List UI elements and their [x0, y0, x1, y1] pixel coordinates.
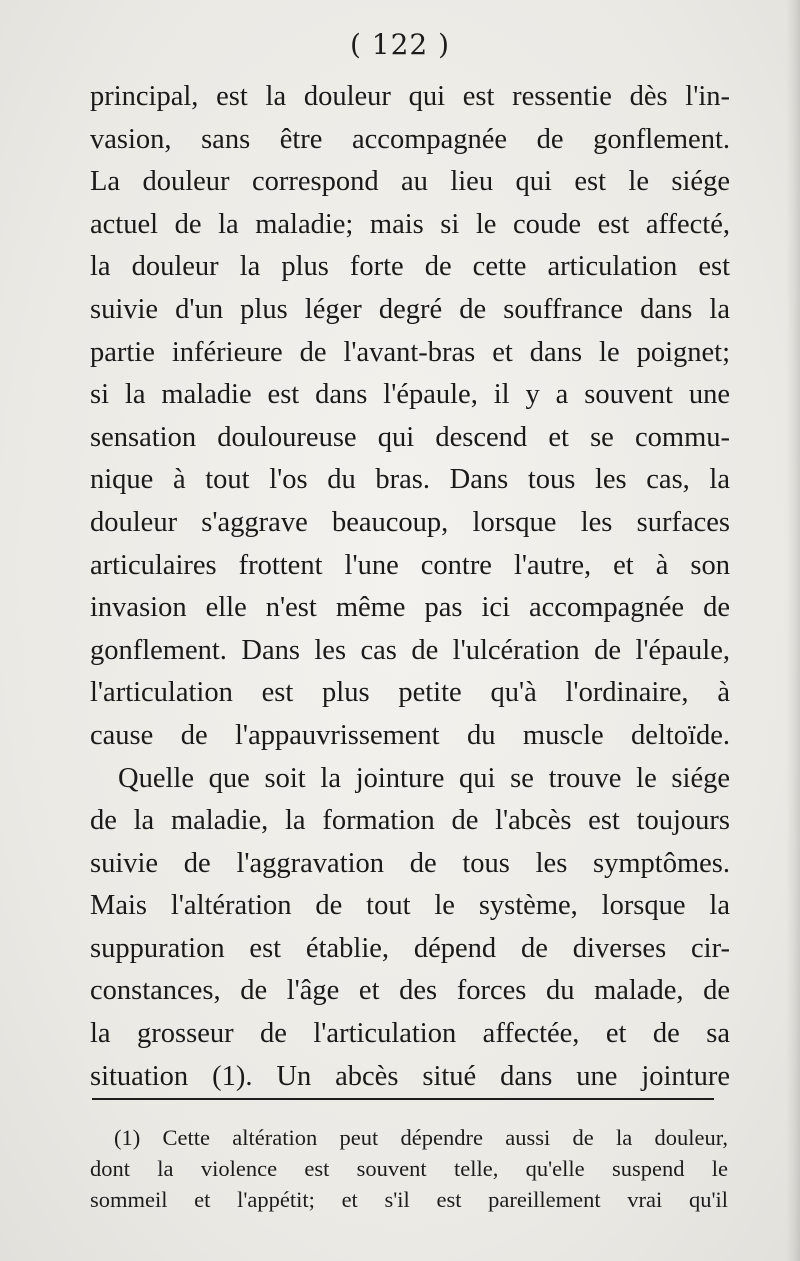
text-line: principal, est la douleur qui est ressentie dès l'in-: [90, 81, 730, 112]
footnote: [90, 1122, 728, 1215]
text-line: invasion elle n'est même pas ici accompagnée de: [90, 592, 730, 624]
text-line: gonflement. Dans les cas de l'ulcération de l'épaule,: [90, 634, 730, 666]
text-line: partie inférieure de l'avant-bras et dans le poignet;: [90, 336, 730, 368]
footnote-line: dont la violence est souvent telle, qu'elle suspend le: [90, 1156, 728, 1181]
text-line: suppuration est établie, dépend de diverses cir-: [90, 932, 730, 964]
text-line: nique à tout l'os du bras. Dans tous les cas, la: [90, 464, 730, 496]
text-line: suivie d'un plus léger degré de souffrance dans la: [90, 293, 730, 325]
text-line: douleur s'aggrave beaucoup, lorsque les surfaces: [90, 506, 730, 538]
text-line: si la maladie est dans l'épaule, il y a souvent une: [90, 379, 730, 411]
text-line: constances, de l'âge et des forces du malade, de: [90, 975, 730, 1007]
text-line: situation (1). Un abcès situé dans une jointure: [90, 1060, 730, 1092]
body-text: [90, 76, 730, 1098]
footnote-line: sommeil et l'appétit; et s'il est pareillement vrai qu'il: [90, 1187, 728, 1212]
text-line: Mais l'altération de tout le système, lorsque la: [90, 890, 730, 922]
text-line: La douleur correspond au lieu qui est le siége: [90, 166, 730, 198]
text-line: actuel de la maladie; mais si le coude est affecté,: [90, 208, 730, 240]
footnote-separator: [92, 1098, 714, 1100]
page-edge-shadow: [786, 0, 800, 1261]
page-number: ( 122 ): [349, 28, 451, 61]
text-line: vasion, sans être accompagnée de gonflement.: [90, 123, 730, 155]
text-line: la grosseur de l'articulation affectée, et de sa: [90, 1018, 730, 1050]
text-line: la douleur la plus forte de cette articulation est: [90, 251, 730, 283]
text-line: cause de l'appauvrissement du muscle deltoïde.: [90, 719, 730, 751]
text-line: sensation douloureuse qui descend et se commu-: [90, 421, 730, 453]
text-line: Quelle que soit la jointure qui se trouve le siége: [118, 762, 730, 794]
text-line: articulaires frottent l'une contre l'autre, et à son: [90, 549, 730, 581]
text-line: suivie de l'aggravation de tous les symptômes.: [90, 847, 730, 879]
footnote-line: (1) Cette altération peut dépendre aussi de la douleur,: [114, 1125, 728, 1150]
text-line: l'articulation est plus petite qu'à l'ordinaire, à: [90, 677, 730, 709]
text-line: de la maladie, la formation de l'abcès est toujours: [90, 805, 730, 837]
